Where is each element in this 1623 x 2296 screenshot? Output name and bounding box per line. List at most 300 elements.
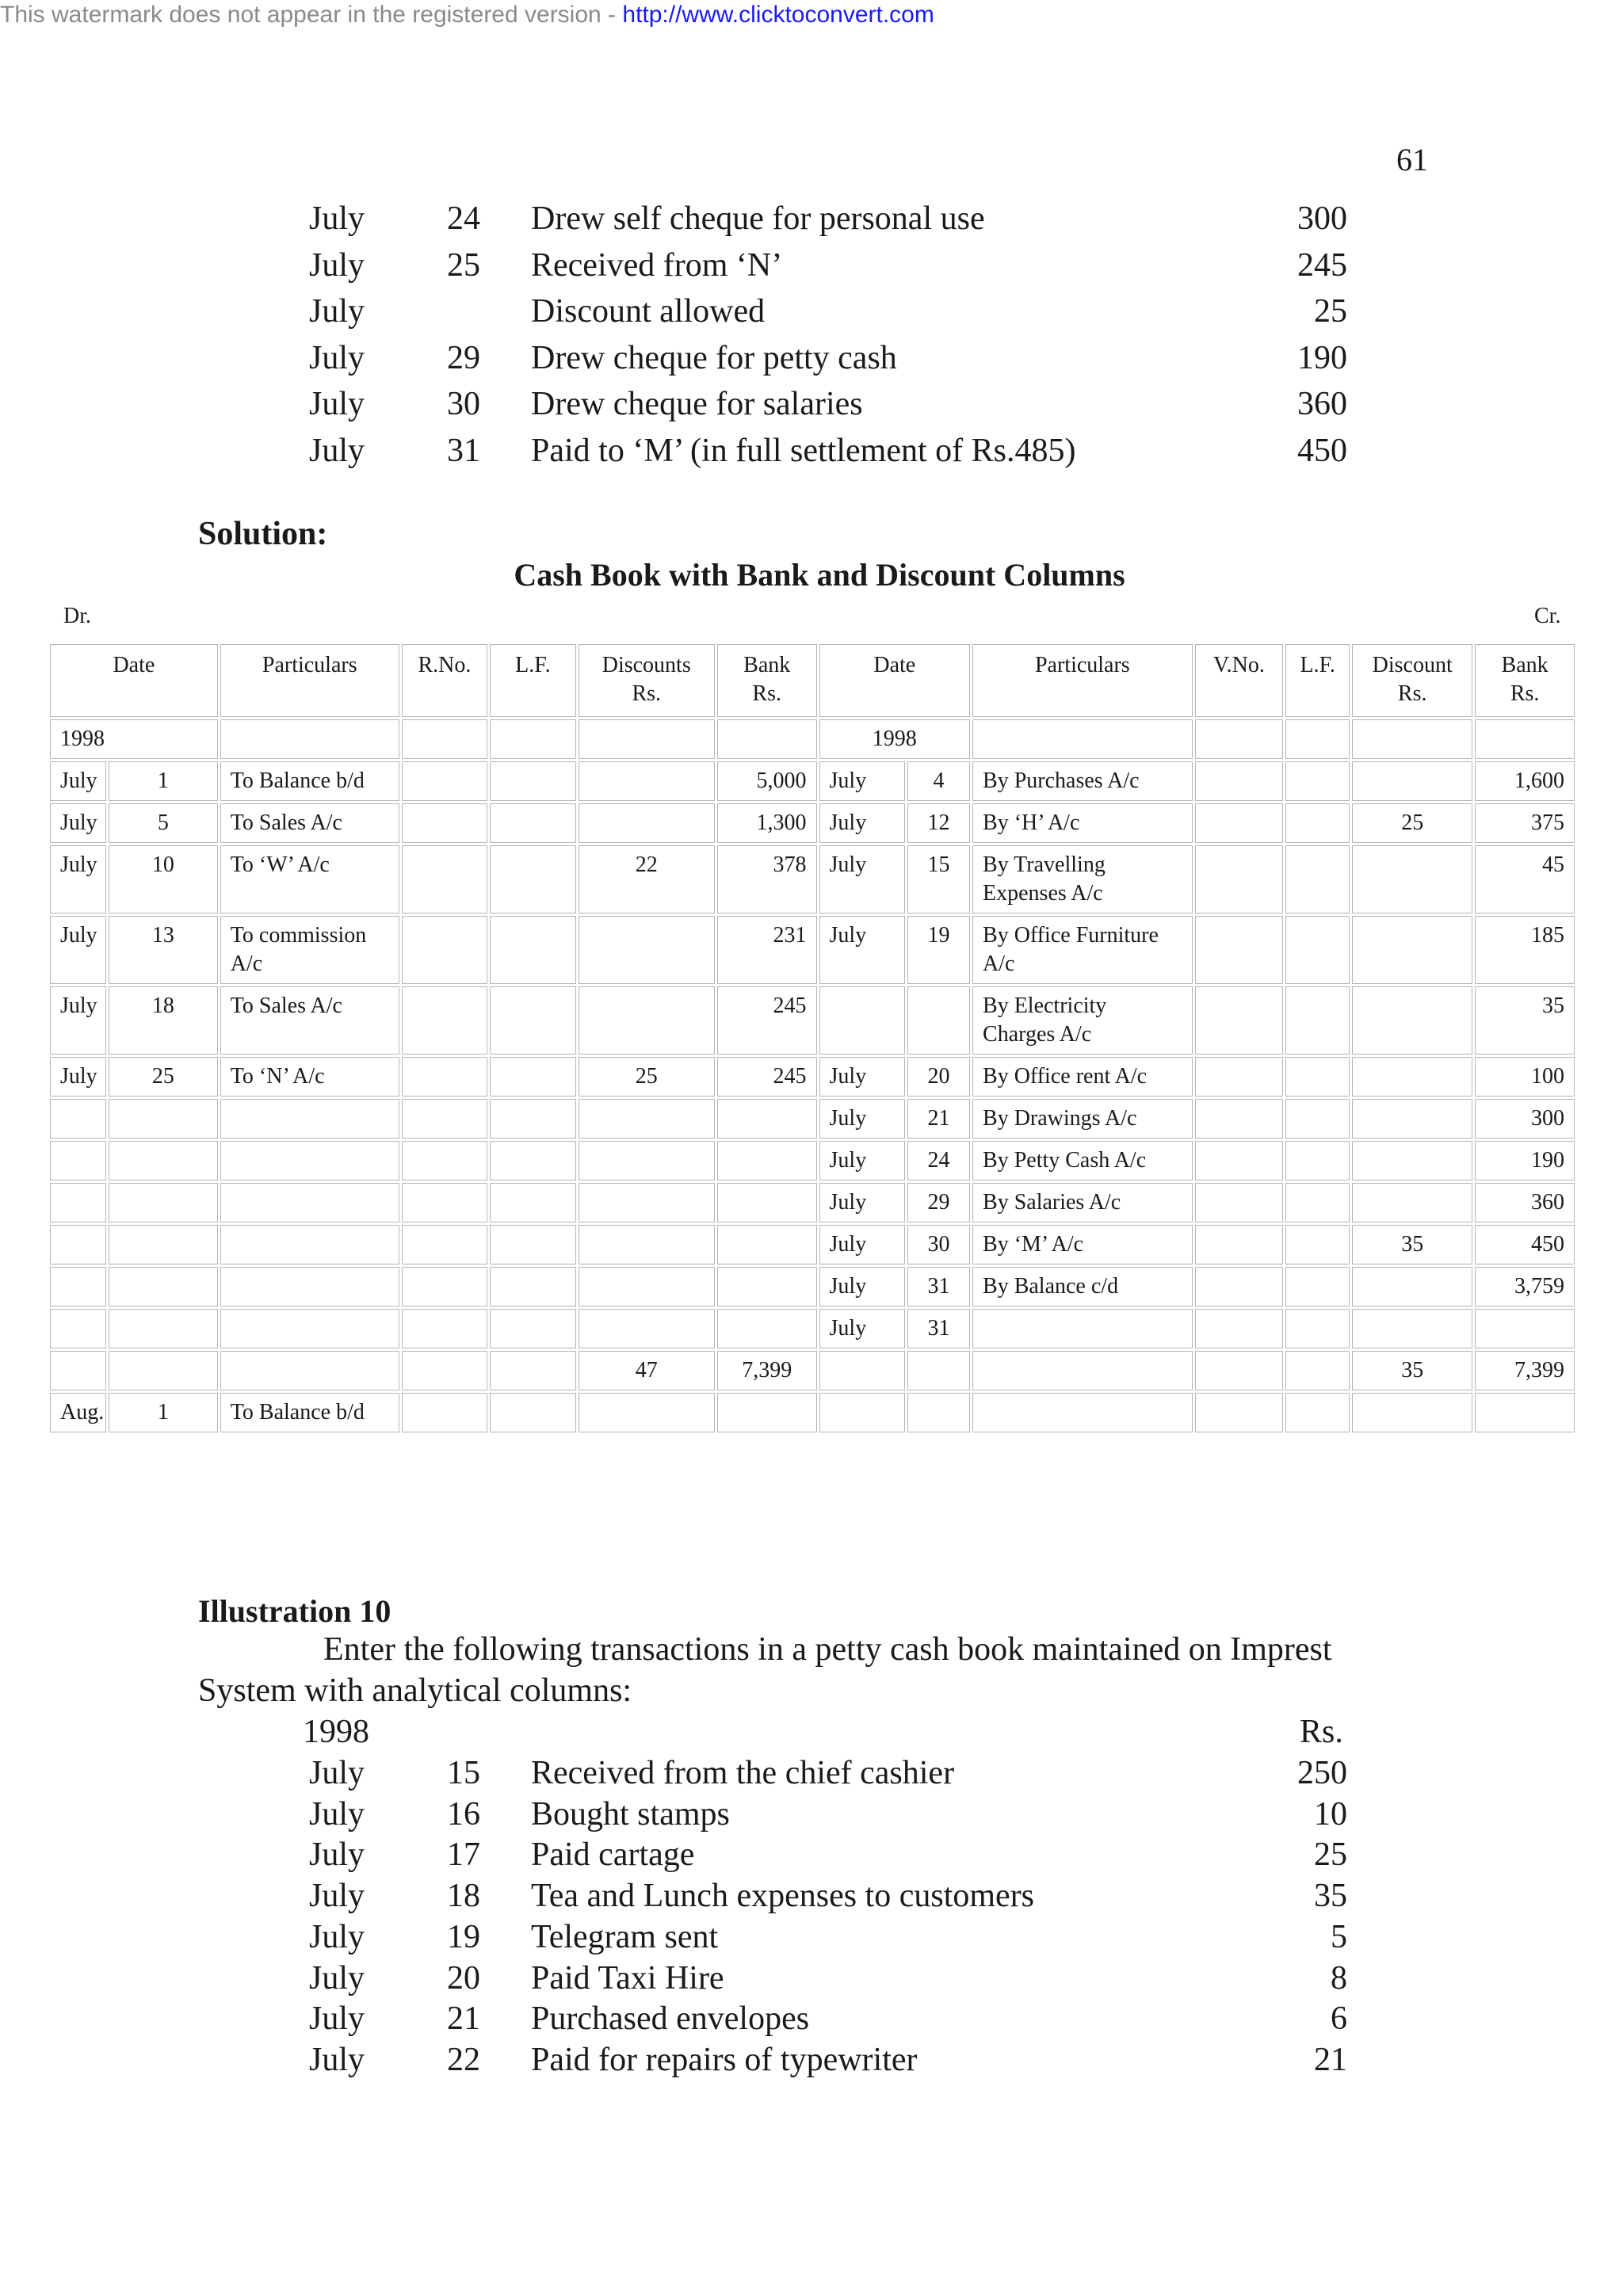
debit-particulars [220, 1141, 399, 1180]
cell [1195, 1351, 1283, 1390]
credit-day: 12 [907, 803, 970, 843]
debit-discount [579, 803, 715, 843]
cashbook-row [50, 1057, 1575, 1097]
cell [1475, 719, 1575, 759]
cell [579, 719, 715, 759]
cashbook-row [50, 1099, 1575, 1138]
rno-cell [402, 1183, 487, 1222]
debit-particulars [220, 1309, 399, 1348]
cashbook-table [48, 642, 1577, 1435]
debit-discount [579, 1141, 715, 1180]
rno-cell [402, 986, 487, 1055]
debit-day: 1 [109, 761, 218, 801]
debit-discount: 22 [579, 845, 715, 913]
debit-lf-cell [490, 761, 575, 801]
watermark-link[interactable]: http://www.clicktoconvert.com [622, 2, 934, 28]
transaction-day: 24 [447, 200, 480, 237]
credit-day: 29 [907, 1183, 970, 1222]
transaction-month: July [309, 2041, 365, 2078]
debit-discount [579, 916, 715, 984]
cell [717, 1393, 817, 1432]
debit-particulars: To Sales A/c [220, 803, 399, 843]
rno-cell [402, 1057, 487, 1097]
credit-discount [1352, 916, 1472, 984]
cell [1352, 719, 1472, 759]
cell [1195, 719, 1283, 759]
vno-cell [1195, 1099, 1283, 1138]
vno-cell [1195, 916, 1283, 984]
cashbook-row [50, 1141, 1575, 1180]
header-credit-particulars: Particulars [972, 644, 1193, 717]
transaction-amount: 5 [1331, 1918, 1347, 1955]
transaction-day: 17 [447, 1836, 480, 1874]
header-vno: V.No. [1195, 644, 1283, 717]
transaction-amount: 8 [1331, 1959, 1347, 1997]
debit-month [50, 1099, 106, 1138]
transaction-day: 20 [447, 1959, 480, 1997]
cell [579, 1393, 715, 1432]
transaction-description: Paid to ‘M’ (in full settlement of Rs.485) [531, 432, 1076, 469]
cell [972, 1393, 1193, 1432]
debit-lf-cell [490, 1183, 575, 1222]
closing-particulars: To Balance b/d [220, 1393, 399, 1432]
cell [220, 719, 399, 759]
credit-month: July [819, 845, 905, 913]
credit-lf-cell [1285, 1225, 1350, 1264]
credit-particulars: By Drawings A/c [972, 1099, 1193, 1138]
transaction-description: Received from the chief cashier [531, 1755, 955, 1791]
transaction-amount: 245 [1297, 246, 1347, 284]
cashbook-row [50, 845, 1575, 913]
credit-label: Cr. [1534, 604, 1561, 628]
credit-month: July [819, 1099, 905, 1138]
transaction-amount: 25 [1314, 293, 1347, 330]
cell [1285, 1351, 1350, 1390]
illustration-paragraph-2: System with analytical columns: [198, 1672, 632, 1709]
cell [819, 1351, 905, 1390]
debit-bank [717, 1225, 817, 1264]
credit-discount [1352, 1267, 1472, 1306]
transaction-day: 21 [447, 2000, 480, 2038]
debit-day [109, 1225, 218, 1264]
credit-discount: 25 [1352, 803, 1472, 843]
transaction-description: Telegram sent [531, 1918, 719, 1955]
cashbook-row [50, 1267, 1575, 1306]
cashbook-row [50, 986, 1575, 1055]
credit-day: 30 [907, 1225, 970, 1264]
header-debit-particulars: Particulars [220, 644, 399, 717]
credit-bank: 375 [1475, 803, 1575, 843]
debit-discount [579, 1225, 715, 1264]
transaction-amount: 21 [1314, 2041, 1347, 2078]
credit-particulars: By Office rent A/c [972, 1057, 1193, 1097]
debit-bank: 1,300 [717, 803, 817, 843]
cell [220, 1351, 399, 1390]
credit-month: July [819, 1183, 905, 1222]
transaction-amount: 360 [1297, 386, 1347, 422]
credit-lf-cell [1285, 1267, 1350, 1306]
credit-lf-cell [1285, 1183, 1350, 1222]
credit-month: July [819, 1057, 905, 1097]
transaction-month: July [309, 2000, 365, 2038]
debit-day [109, 1141, 218, 1180]
header-bank-unit: Rs. [752, 681, 781, 706]
transaction-amount: 190 [1297, 339, 1347, 376]
debit-day: 10 [109, 845, 218, 913]
credit-month: July [819, 1225, 905, 1264]
cell [1352, 1393, 1472, 1432]
credit-lf-cell [1285, 1141, 1350, 1180]
rno-cell [402, 1309, 487, 1348]
credit-lf-cell [1285, 1057, 1350, 1097]
transaction-amount: 35 [1314, 1878, 1347, 1915]
credit-day: 4 [907, 761, 970, 801]
cell [717, 719, 817, 759]
transaction-month: July [309, 200, 365, 237]
debit-lf-cell [490, 986, 575, 1055]
debit-particulars: To ‘N’ A/c [220, 1057, 399, 1097]
illustration-paragraph-1: Enter the following transactions in a petty cash book maintained on Imprest [323, 1631, 1332, 1668]
credit-discount [1352, 761, 1472, 801]
rno-cell [402, 803, 487, 843]
transaction-amount: 10 [1314, 1795, 1347, 1833]
cashbook-row [50, 1225, 1575, 1264]
cell [819, 1393, 905, 1432]
cell [402, 719, 487, 759]
header-credit-bank-unit: Rs. [1510, 681, 1540, 706]
credit-day: 19 [907, 916, 970, 984]
transaction-description: Drew cheque for salaries [531, 386, 863, 422]
header-credit-discount [1352, 644, 1472, 717]
cell [972, 1351, 1193, 1390]
transaction-day: 15 [447, 1755, 480, 1791]
debit-particulars [220, 1225, 399, 1264]
debit-bank [717, 1309, 817, 1348]
rno-cell [402, 1267, 487, 1306]
debit-lf-cell [490, 1225, 575, 1264]
credit-bank: 45 [1475, 845, 1575, 913]
debit-particulars [220, 1183, 399, 1222]
rno-cell [402, 761, 487, 801]
credit-month: July [819, 916, 905, 984]
solution-label: Solution: [198, 516, 328, 552]
header-bank-label: Bank [743, 653, 791, 677]
debit-particulars: To commission A/c [220, 916, 399, 984]
debit-lf-cell [490, 1057, 575, 1097]
debit-month: July [50, 916, 106, 984]
credit-day: 15 [907, 845, 970, 913]
cell [1285, 719, 1350, 759]
credit-lf-cell [1285, 986, 1350, 1055]
credit-particulars [972, 1309, 1193, 1348]
debit-label: Dr. [63, 604, 91, 628]
vno-cell [1195, 1267, 1283, 1306]
credit-day [907, 986, 970, 1055]
debit-discount [579, 761, 715, 801]
transaction-day: 30 [447, 386, 480, 422]
vno-cell [1195, 803, 1283, 843]
rno-cell [402, 845, 487, 913]
cell [402, 1393, 487, 1432]
cell [50, 1351, 106, 1390]
credit-discount [1352, 1183, 1472, 1222]
cashbook-row [50, 916, 1575, 984]
debit-month: July [50, 845, 106, 913]
rno-cell [402, 1225, 487, 1264]
illustration-title: Illustration 10 [198, 1593, 391, 1629]
cashbook-row [50, 803, 1575, 843]
rno-cell [402, 1099, 487, 1138]
transaction-month: July [309, 1836, 365, 1874]
transaction-amount: 6 [1331, 2000, 1347, 2038]
vno-cell [1195, 1225, 1283, 1264]
cell [1195, 1393, 1283, 1432]
credit-discount [1352, 1099, 1472, 1138]
transaction-day: 16 [447, 1795, 480, 1833]
vno-cell [1195, 986, 1283, 1055]
transaction-description: Drew self cheque for personal use [531, 200, 985, 237]
credit-day: 24 [907, 1141, 970, 1180]
credit-bank [1475, 1309, 1575, 1348]
credit-lf-cell [1285, 916, 1350, 984]
transaction-description: Paid Taxi Hire [531, 1959, 724, 1997]
credit-lf-cell [1285, 1099, 1350, 1138]
debit-particulars: To Balance b/d [220, 761, 399, 801]
debit-particulars: To Sales A/c [220, 986, 399, 1055]
transaction-day: 25 [447, 246, 480, 284]
debit-discount [579, 1309, 715, 1348]
debit-lf-cell [490, 916, 575, 984]
credit-discount [1352, 1141, 1472, 1180]
credit-lf-cell [1285, 845, 1350, 913]
transaction-amount: 300 [1297, 200, 1347, 237]
vno-cell [1195, 1309, 1283, 1348]
header-discounts-unit: Rs. [632, 681, 662, 706]
cell [109, 1351, 218, 1390]
vno-cell [1195, 845, 1283, 913]
credit-bank: 450 [1475, 1225, 1575, 1264]
illustration-year: 1998 [303, 1714, 369, 1750]
debit-lf-cell [490, 845, 575, 913]
debit-bank [717, 1141, 817, 1180]
transaction-description: Tea and Lunch expenses to customers [531, 1878, 1035, 1915]
credit-month: July [819, 1309, 905, 1348]
debit-bank: 5,000 [717, 761, 817, 801]
debit-day: 13 [109, 916, 218, 984]
debit-day: 25 [109, 1057, 218, 1097]
debit-lf-cell [490, 1099, 575, 1138]
cell [972, 719, 1193, 759]
transaction-month: July [309, 1959, 365, 1997]
debit-day [109, 1309, 218, 1348]
total-debit-discount: 47 [579, 1351, 715, 1390]
credit-discount [1352, 1057, 1472, 1097]
debit-day [109, 1183, 218, 1222]
cell [907, 1351, 970, 1390]
debit-bank: 245 [717, 986, 817, 1055]
debit-month [50, 1183, 106, 1222]
header-debit-date: Date [50, 644, 218, 717]
rno-cell [402, 916, 487, 984]
rno-cell [402, 1141, 487, 1180]
transaction-day: 18 [447, 1878, 480, 1915]
vno-cell [1195, 1141, 1283, 1180]
illustration-rs-header: Rs. [1300, 1714, 1343, 1750]
closing-month: Aug. [50, 1393, 106, 1432]
cashbook-title: Cash Book with Bank and Discount Columns [514, 557, 1125, 593]
watermark [0, 2, 934, 29]
credit-month [819, 986, 905, 1055]
debit-lf-cell [490, 1309, 575, 1348]
cell [402, 1351, 487, 1390]
credit-month: July [819, 1267, 905, 1306]
cashbook-header-row [50, 644, 1575, 717]
vno-cell [1195, 761, 1283, 801]
debit-month [50, 1225, 106, 1264]
debit-discount [579, 1183, 715, 1222]
header-discounts-label: Discounts [601, 653, 691, 677]
debit-month: July [50, 986, 106, 1055]
transaction-day: 19 [447, 1918, 480, 1955]
transaction-month: July [309, 386, 365, 422]
transaction-amount: 25 [1314, 1836, 1347, 1874]
credit-month: July [819, 1141, 905, 1180]
cell [907, 1393, 970, 1432]
debit-bank [717, 1099, 817, 1138]
credit-bank: 300 [1475, 1099, 1575, 1138]
credit-particulars: By ‘H’ A/c [972, 803, 1193, 843]
debit-year: 1998 [50, 719, 218, 759]
transaction-month: July [309, 1795, 365, 1833]
debit-particulars [220, 1099, 399, 1138]
credit-day: 31 [907, 1309, 970, 1348]
credit-particulars: By Petty Cash A/c [972, 1141, 1193, 1180]
header-discount-label: Discount [1372, 653, 1453, 677]
credit-bank: 185 [1475, 916, 1575, 984]
debit-bank: 245 [717, 1057, 817, 1097]
debit-discount [579, 1267, 715, 1306]
transaction-month: July [309, 432, 365, 469]
transaction-day: 22 [447, 2041, 480, 2078]
header-credit-bank [1475, 644, 1575, 717]
total-credit-discount: 35 [1352, 1351, 1472, 1390]
debit-day [109, 1267, 218, 1306]
credit-particulars: By ‘M’ A/c [972, 1225, 1193, 1264]
cell [1475, 1393, 1575, 1432]
transaction-month: July [309, 1878, 365, 1915]
credit-bank: 3,759 [1475, 1267, 1575, 1306]
debit-day: 5 [109, 803, 218, 843]
credit-discount [1352, 845, 1472, 913]
transaction-description: Paid for repairs of typewriter [531, 2041, 918, 2078]
cell [490, 719, 575, 759]
debit-day: 18 [109, 986, 218, 1055]
credit-day: 31 [907, 1267, 970, 1306]
debit-bank: 231 [717, 916, 817, 984]
vno-cell [1195, 1183, 1283, 1222]
cell [1285, 1393, 1350, 1432]
header-credit-date: Date [819, 644, 970, 717]
credit-particulars: By Electricity Charges A/c [972, 986, 1193, 1055]
credit-particulars: By Office Furniture A/c [972, 916, 1193, 984]
header-debit-discounts [579, 644, 715, 717]
transaction-day: 29 [447, 339, 480, 376]
debit-lf-cell [490, 1267, 575, 1306]
cashbook-row [50, 1309, 1575, 1348]
debit-month: July [50, 1057, 106, 1097]
credit-bank: 1,600 [1475, 761, 1575, 801]
closing-day: 1 [109, 1393, 218, 1432]
watermark-text: This watermark does not appear in the registered version - [0, 2, 623, 28]
debit-discount: 25 [579, 1057, 715, 1097]
transaction-day: 31 [447, 432, 480, 469]
transaction-description: Paid cartage [531, 1836, 695, 1874]
credit-particulars: By Purchases A/c [972, 761, 1193, 801]
closing-row [50, 1393, 1575, 1432]
credit-bank: 100 [1475, 1057, 1575, 1097]
debit-month [50, 1309, 106, 1348]
debit-discount [579, 1099, 715, 1138]
debit-lf-cell [490, 1141, 575, 1180]
debit-month: July [50, 803, 106, 843]
debit-particulars: To ‘W’ A/c [220, 845, 399, 913]
credit-bank: 360 [1475, 1183, 1575, 1222]
debit-lf-cell [490, 803, 575, 843]
credit-discount: 35 [1352, 1225, 1472, 1264]
debit-month [50, 1141, 106, 1180]
credit-particulars: By Travelling Expenses A/c [972, 845, 1193, 913]
transaction-month: July [309, 293, 365, 330]
debit-bank [717, 1267, 817, 1306]
cell [490, 1393, 575, 1432]
debit-month: July [50, 761, 106, 801]
transaction-amount: 450 [1297, 432, 1347, 469]
credit-discount [1352, 986, 1472, 1055]
header-discount-unit: Rs. [1397, 681, 1427, 706]
header-rno: R.No. [402, 644, 487, 717]
credit-bank: 35 [1475, 986, 1575, 1055]
transaction-description: Purchased envelopes [531, 2000, 810, 2038]
transaction-month: July [309, 246, 365, 284]
credit-particulars: By Salaries A/c [972, 1183, 1193, 1222]
header-debit-bank [717, 644, 817, 717]
total-credit-bank: 7,399 [1475, 1351, 1575, 1390]
debit-day [109, 1099, 218, 1138]
debit-discount [579, 986, 715, 1055]
credit-month: July [819, 803, 905, 843]
cell [490, 1351, 575, 1390]
transaction-description: Drew cheque for petty cash [531, 339, 897, 376]
credit-lf-cell [1285, 803, 1350, 843]
transaction-month: July [309, 1918, 365, 1955]
credit-lf-cell [1285, 1309, 1350, 1348]
header-credit-bank-label: Bank [1501, 653, 1549, 677]
transaction-month: July [309, 1755, 365, 1791]
transaction-description: Bought stamps [531, 1795, 730, 1833]
transaction-month: July [309, 339, 365, 376]
vno-cell [1195, 1057, 1283, 1097]
credit-month: July [819, 761, 905, 801]
credit-particulars: By Balance c/d [972, 1267, 1193, 1306]
cashbook-row [50, 761, 1575, 801]
debit-month [50, 1267, 106, 1306]
header-credit-lf: L.F. [1285, 644, 1350, 717]
credit-day: 21 [907, 1099, 970, 1138]
credit-year: 1998 [819, 719, 970, 759]
page-number: 61 [1396, 142, 1428, 177]
transaction-description: Received from ‘N’ [531, 246, 783, 284]
credit-discount [1352, 1309, 1472, 1348]
